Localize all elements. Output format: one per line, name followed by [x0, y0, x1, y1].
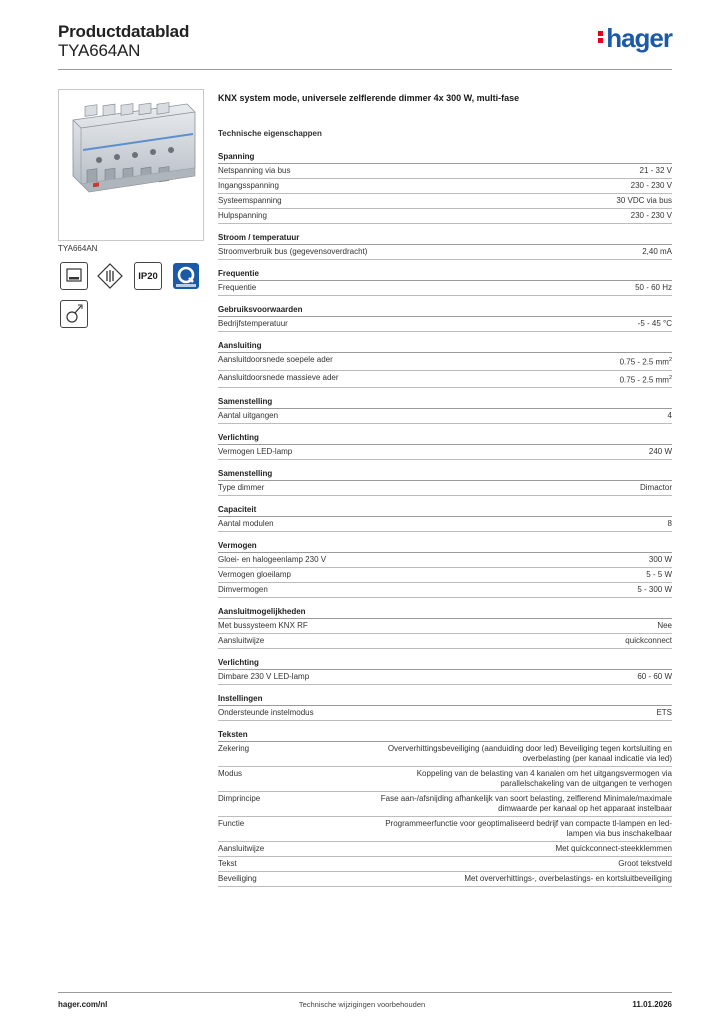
spec-section [218, 694, 672, 721]
logo-text: hager [606, 23, 672, 53]
spec-row [218, 553, 672, 568]
spec-value [637, 585, 672, 595]
spec-row [218, 164, 672, 179]
spec-value-text: 21 - 32 V [639, 166, 672, 175]
spec-value [640, 483, 672, 493]
product-details [218, 93, 672, 896]
spec-row [218, 409, 672, 424]
spec-label: Vermogen gloeilamp [218, 570, 291, 580]
spec-value [668, 519, 672, 529]
spec-value [372, 769, 672, 789]
spec-value [635, 283, 672, 293]
spec-value [657, 621, 672, 631]
spec-value-text: 2,40 mA [642, 247, 672, 256]
spec-value-text: 230 - 230 V [630, 181, 672, 190]
footer-disclaimer: Technische wijzigingen voorbehouden [298, 1000, 426, 1009]
spec-value-text: -5 - 45 °C [637, 319, 672, 328]
spec-section [218, 505, 672, 532]
product-code: TYA664AN [58, 41, 141, 60]
spec-value-text: Met quickconnect-steekklemmen [555, 844, 672, 854]
spec-value-text: 0.75 - 2.5 mm [619, 357, 669, 367]
spec-value [556, 844, 673, 854]
spec-value-text: Fase aan-/afsnijding afhankelijk van soort belasting, zelflerend Minimale/maximale dimwaarde per kanaal op het apparaat instelbaar [380, 794, 672, 814]
dimmer-knob-icon [60, 300, 88, 328]
spec-row [218, 842, 672, 857]
spec-value-text: 30 VDC via bus [616, 196, 672, 205]
spec-value-text: 8 [667, 519, 672, 529]
spec-value [616, 196, 672, 206]
spec-value-text: Programmeerfunctie voor geoptimaliseerd bedrijf van compacte tl-lampen en led-lampen via bus inschakelbaar [385, 819, 672, 839]
spec-value [637, 672, 672, 682]
section-title: Verlichting [218, 658, 672, 670]
spec-section [218, 269, 672, 296]
spec-section [218, 607, 672, 649]
spec-value-text: Met oververhittings-, overbelastings- en kortsluitbeveiliging [464, 874, 672, 884]
spec-label: Ondersteunde instelmodus [218, 708, 314, 718]
spec-label: Beveiliging [218, 874, 257, 884]
spec-value-text: Oververhittingsbeveiliging (aanduiding door led) Beveiliging tegen kortsluiting en overbelasting (per kanaal indicatie via led) [387, 744, 672, 764]
spec-label: Dimvermogen [218, 585, 268, 595]
spec-section [218, 152, 672, 224]
spec-value-text: 60 - 60 W [637, 672, 672, 682]
spec-value [668, 411, 672, 421]
spec-label: Aansluitdoorsnede massieve ader [218, 372, 339, 382]
product-image [58, 89, 204, 241]
spec-row [218, 619, 672, 634]
spec-row [218, 872, 672, 887]
spec-row [218, 517, 672, 532]
spec-value-text: Dimactor [639, 483, 672, 493]
spec-label: Systeemspanning [218, 196, 282, 205]
spec-value [646, 570, 672, 580]
spec-sections [218, 152, 672, 887]
product-photo-icon [59, 90, 203, 240]
spec-value [618, 859, 672, 869]
section-title: Frequentie [218, 269, 672, 281]
spec-row [218, 670, 672, 685]
spec-label: Hulpspanning [218, 211, 267, 220]
spec-label: Aansluitwijze [218, 844, 265, 854]
spec-value [625, 636, 672, 646]
quickconnect-icon [172, 262, 200, 290]
spec-label: Dimprincipe [218, 794, 261, 804]
din-rail-module-icon [60, 262, 88, 290]
spec-value [620, 355, 672, 368]
spec-label: Frequentie [218, 283, 257, 292]
spec-value-text: Groot tekstveld [618, 859, 672, 869]
spec-value [620, 373, 672, 386]
spec-value [631, 211, 672, 221]
spec-label: Aansluitwijze [218, 636, 265, 646]
spec-row [218, 583, 672, 598]
spec-label: Dimbare 230 V LED-lamp [218, 672, 310, 682]
class-ii-insulation-icon [96, 262, 124, 290]
spec-row [218, 767, 672, 792]
spec-value-text: 0.75 - 2.5 mm [619, 375, 669, 385]
section-title: Teksten [218, 730, 672, 742]
spec-row [218, 353, 672, 371]
spec-label: Ingangsspanning [218, 181, 279, 190]
spec-section [218, 730, 672, 887]
spec-label: Vermogen LED-lamp [218, 447, 293, 457]
spec-row [218, 742, 672, 767]
spec-value [638, 319, 672, 329]
header-divider [58, 69, 672, 70]
spec-row [218, 194, 672, 209]
ip20-icon [134, 262, 162, 290]
spec-value-text: 5 - 300 W [637, 585, 672, 595]
hager-logo [598, 24, 672, 52]
spec-row [218, 281, 672, 296]
spec-section [218, 397, 672, 424]
spec-row [218, 817, 672, 842]
spec-section [218, 341, 672, 388]
spec-label: Aansluitdoorsnede soepele ader [218, 355, 333, 364]
spec-value-text: 50 - 60 Hz [635, 283, 672, 292]
spec-label: Tekst [218, 859, 237, 869]
spec-value [642, 247, 672, 257]
spec-value [372, 819, 672, 839]
spec-label: Modus [218, 769, 243, 779]
footer-divider [58, 992, 672, 993]
spec-label: Stroomverbruik bus (gegevensoverdracht) [218, 247, 368, 256]
spec-value-text: 4 [667, 411, 672, 421]
unit-superscript: 2 [668, 357, 672, 363]
spec-label: Gloei- en halogeenlamp 230 V [218, 555, 327, 565]
spec-value [649, 555, 672, 565]
spec-row [218, 371, 672, 389]
ip-rating-label: IP20 [138, 271, 158, 282]
section-title: Spanning [218, 152, 672, 164]
spec-row [218, 179, 672, 194]
spec-value [640, 166, 672, 176]
spec-section [218, 433, 672, 460]
spec-value [372, 744, 672, 764]
spec-row [218, 317, 672, 332]
spec-row [218, 706, 672, 721]
spec-section [218, 233, 672, 260]
spec-value [656, 708, 672, 718]
section-title: Vermogen [218, 541, 672, 553]
spec-label: Type dimmer [218, 483, 265, 493]
spec-value-text: quickconnect [625, 636, 672, 646]
spec-label: Met bussysteem KNX RF [218, 621, 308, 631]
spec-row [218, 245, 672, 260]
spec-value-text: Koppeling van de belasting van 4 kanalen om het uitgangsvermogen via parallelschakeling van de uitgangen te verhogen [416, 769, 672, 789]
section-title: Instellingen [218, 694, 672, 706]
product-headline: KNX system mode, universele zelflerende dimmer 4x 300 W, multi-fase [218, 93, 520, 103]
section-title: Gebruiksvoorwaarden [218, 305, 672, 317]
spec-label: Functie [218, 819, 245, 829]
page-header [58, 18, 672, 68]
spec-value-text: 5 - 5 W [646, 570, 672, 580]
spec-label: Zekering [218, 744, 250, 754]
document-title: Productdatablad [58, 22, 190, 41]
spec-value-text: Nee [657, 621, 672, 631]
spec-row [218, 445, 672, 460]
spec-row [218, 634, 672, 649]
spec-row [218, 857, 672, 872]
characteristics-title: Technische eigenschappen [218, 129, 322, 138]
spec-section [218, 658, 672, 685]
spec-section [218, 469, 672, 496]
spec-value [372, 794, 672, 814]
section-title: Aansluiting [218, 341, 672, 353]
spec-row [218, 481, 672, 496]
spec-label: Netspanning via bus [218, 166, 291, 175]
section-title: Samenstelling [218, 397, 672, 409]
section-title: Aansluitmogelijkheden [218, 607, 672, 619]
spec-row [218, 568, 672, 583]
footer-date: 11.01.2026 [632, 1000, 672, 1009]
spec-section [218, 305, 672, 332]
unit-superscript: 2 [668, 374, 672, 381]
spec-value-text: ETS [656, 708, 672, 718]
section-title: Samenstelling [218, 469, 672, 481]
spec-label: Aantal modulen [218, 519, 274, 529]
spec-value [464, 874, 672, 884]
spec-value [649, 447, 672, 457]
spec-value-text: 230 - 230 V [630, 211, 672, 220]
logo-dots-icon [598, 29, 604, 45]
spec-section [218, 541, 672, 598]
spec-label: Aantal uitgangen [218, 411, 279, 421]
spec-value [631, 181, 672, 191]
section-title: Capaciteit [218, 505, 672, 517]
section-title: Verlichting [218, 433, 672, 445]
spec-label: Bedrijfstemperatuur [218, 319, 288, 328]
section-title: Stroom / temperatuur [218, 233, 672, 245]
footer-website: hager.com/nl [58, 1000, 108, 1009]
spec-row [218, 792, 672, 817]
spec-value-text: 300 W [648, 555, 672, 565]
spec-row [218, 209, 672, 224]
image-caption: TYA664AN [58, 244, 98, 253]
spec-value-text: 240 W [648, 447, 672, 457]
